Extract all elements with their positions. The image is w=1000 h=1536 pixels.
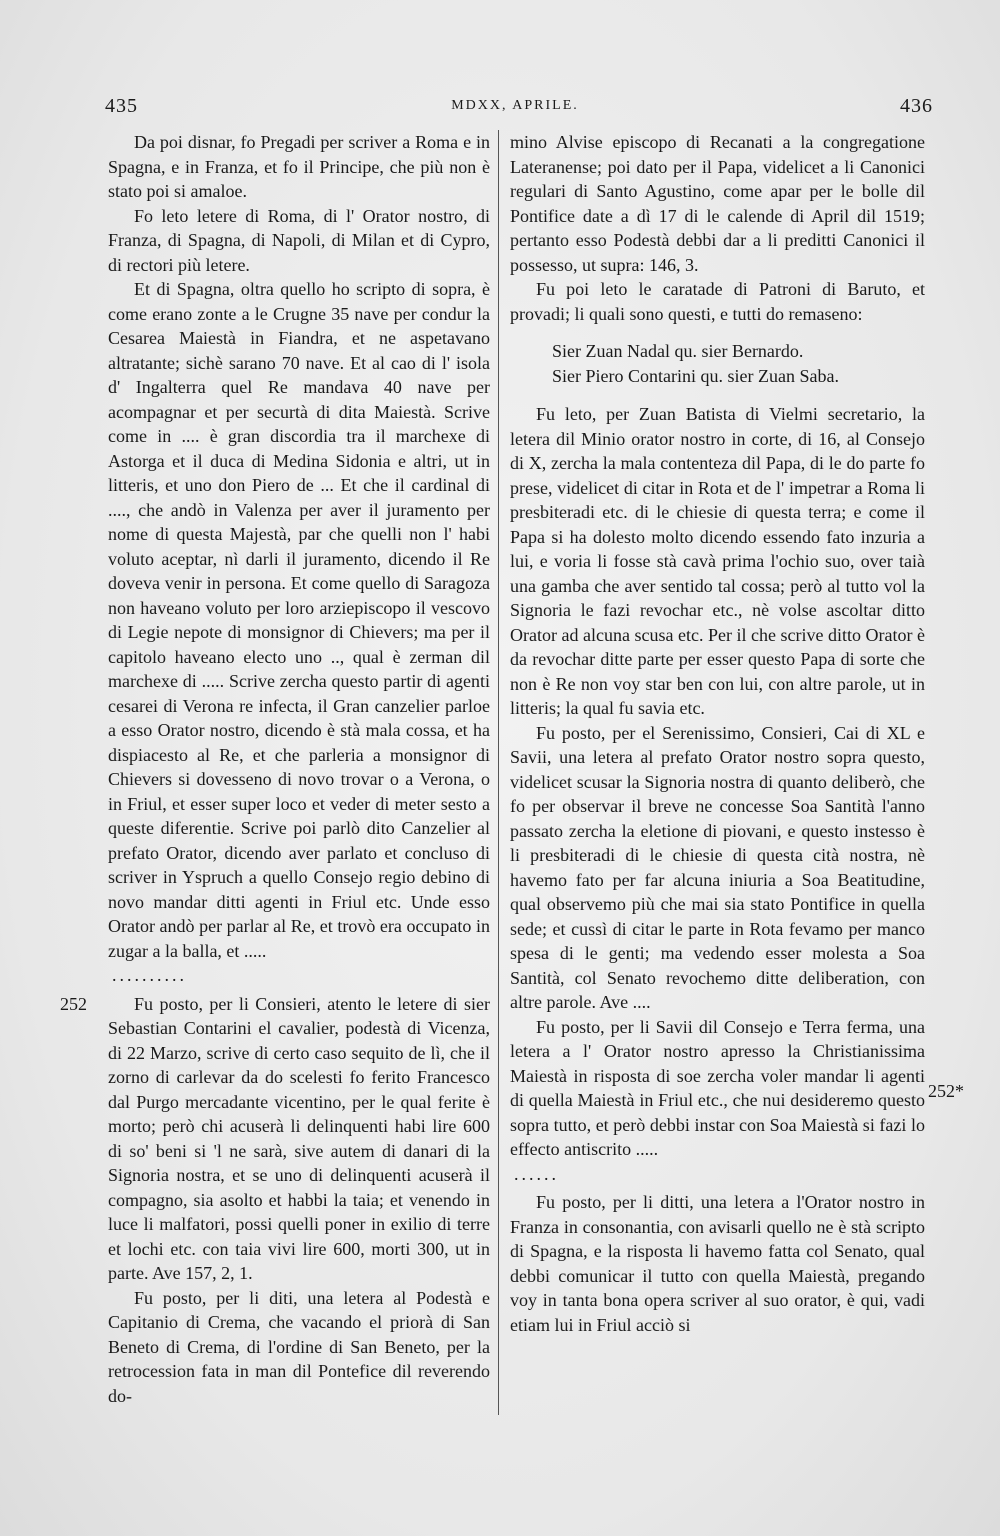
paragraph: Et di Spagna, oltra quello ho scripto di sopra, è come erano zonte a le Crugne 35 nave per condur la Cesarea Maiestà in Fiandra, et ne aspetavano altratante; sichè sarano 70 nave. Et al cao di l' isola d' Ingalterra quel Re mandava 40 nave per acompagnar et per securtà di dita Maiestà. Scrive come in .... è gran discordia tra il marchexe di Astorga et il duca di Medina Sidonia e altri, ut in litteris, et uno don Piero de ... Et che il cardinal di ...., che andò in Valenza per aver il juramento per nome di questa Majestà, par che quelli non l' habi voluto aceptar, nì darli il juramento, dicendo il Re doveva venir in persona. Et come quello di Saragoza non haveano voluto per loro arziepiscopo il vescovo di Legie nepote di monsignor di Chievers; ma per il capitolo haveano electo uno .., qual è zerman dil marchexe di ..... Scrive zercha questo partir di agenti cesarei di Verona re infecta, il Gran canzelier parloe a esso Orator nostro, dicendo è stà mala cossa, et ha dispiacesto al Re, et che parleria a monsignor di Chievers si dovesseno di novo trovar o a Verona, o in Friul, et esser super loco et veder di meter sesto a queste diferentie. Scrive poi parlò dito Canzelier al prefato Orator, dicendo aver parlato et concluso di scriver in Yspruch a quello Consejo regio debino di novo mandar ditti agenti in Friul etc. Unde esso Orator andò per parlar al Re, et trovò era occupato in zugar a la balla, et ..... (108, 279, 490, 961)
paragraph: Fo leto letere di Roma, di l' Orator nostro, di Franza, di Spagna, di Napoli, di Milan et di Cypro, di rectori più letere. (108, 205, 490, 275)
right-column (510, 130, 925, 1337)
page-number-left: 435 (105, 95, 138, 117)
paragraph: Da poi disnar, fo Pregadi per scriver a Roma e in Spagna, e in Franza, et fo il Principe, che più non è stato poi si amaloe. (108, 132, 490, 201)
margin-number-right: 252* (928, 1081, 964, 1101)
paragraph: Fu posto, per li diti, una letera al Podestà e Capitanio di Crema, che vacando el priorà di San Beneto di Crema, di l'ordine di San Beneto, per la retrocession fata in man dil Pontefice dil reverendo do- (108, 1287, 490, 1406)
paragraph: Fu posto, per li Savii dil Consejo e Terra ferma, una letera a l' Orator nostro apresso la Christianissima Maiestà in risposta di soe zercha voler mandar li agenti di quella Maiestà in Friul etc., che nui desideremo questo sopra tutto, et però debbi instar con Soa Maiestà si fazi lo effecto antiscrito ..... (510, 1016, 925, 1159)
paragraph: Fu leto, per Zuan Batista di Vielmi secretario, la letera dil Minio orator nostro in corte, di 16, al Consejo di X, zercha la mala contenteza dil Papa, di le do parte fo prese, videlicet di citar in Rota et de l' impetrar a Roma li presbiteradi etc. di le chiesie di questa terra; e come il Papa si ha dolesto molto dicendo essendo fato inzuria a lui, e voria li fosse stà cavà prima l'ochio suo, over taià una gamba che aver sentido tal cossa; però al tutto vol la Signoria le fazi revochar etc., nè volse ascoltar ditto Orator ad alcuna scusa etc. Per il che scrive ditto Orator è da revochar ditte parte per esser questo Papa di sorte che non è Re non voy star ben con lui, con altre parole, ut in litteris; la qual fu savia etc. (510, 404, 925, 718)
ellipsis-line: ...... (514, 1163, 559, 1184)
left-column (108, 130, 490, 1408)
column-divider (498, 130, 499, 1415)
paragraph: mino Alvise episcopo di Recanati a la congregatione Lateranense; poi dato per il Papa, videlicet a li Canonici regulari di Santo Agustino, come apar per le bolle dil Pontifice date a dì 17 di le calende di April dil 1519; pertanto esso Podestà debbi dar a li preditti Canonici il possesso, ut supra: 146, 3. (510, 132, 925, 275)
name-entry: Sier Zuan Nadal qu. sier Bernardo. (552, 341, 804, 361)
running-title: MDXX, APRILE. (451, 98, 579, 113)
margin-number-left: 252 (60, 994, 87, 1014)
names-list (510, 339, 925, 388)
paragraph: Fu poi leto le caratade di Patroni di Baruto, et provadi; li quali sono questi, e tutti do remaseno: (510, 279, 925, 324)
name-entry: Sier Piero Contarini qu. sier Zuan Saba. (552, 365, 839, 386)
paragraph: Fu posto, per li ditti, una letera a l'Orator nostro in Franza in consonantia, con avisarli quello ne è stà scripto di Spagna, e la risposta li havemo fatta col Senato, qual debbi comunicar il tutto con quella Maiestà, pregando voy in tanta bona opera scriver al suo orator, è qui, vadi etiam lui in Friul acciò si (510, 1192, 925, 1335)
paragraph: Fu posto, per el Serenissimo, Consieri, Cai di XL e Savii, una letera al prefato Orator nostro sopra questo, videlicet scusar la Signoria nostra di quanto deliberò, che fo per observar il breve ne concesse Soa Santità l'anno passato zercha la eletione di piovani, e questo instesso è li presbiteradi di le chiesie di questa cità nostra, nè havemo fato per far alcuna iniuria a Soa Beatitudine, qual observemo più che mai sia stato Pontifice in quella sede; et cussì di citar le parte in Rota fevamo per manco spesa di le genti; ma vedendo esser molesta a Soa Santità, col Senato revochemo ditte deliberation, con altre parole. Ave .... (510, 722, 925, 1012)
paragraph: Fu posto, per li Consieri, atento le letere di sier Sebastian Contarini el cavalier, podestà di Vicenza, di 22 Marzo, scrive di certo caso sequito de lì, che il zorno di carlevar da do scelesti fo ferito Francesco dal Purgo mercadante vicentino, per le qual ferite è morto; però chi acuserà li delinquenti habi lire 600 di so' beni si 'l ne sarà, sive autem di danari di la Signoria nostra, et se uno di delinquenti acuserà il compagno, sia asolto et habbi la taia; et venendo in luce li malfatori, possi quelli poner in exilio di terre et lochi etc. con taia vivi lire 600, morti 300, ut in parte. Ave 157, 2, 1. (108, 993, 490, 1283)
page-number-right: 436 (900, 95, 933, 117)
running-header (100, 95, 933, 121)
ellipsis-line: .......... (112, 965, 187, 985)
